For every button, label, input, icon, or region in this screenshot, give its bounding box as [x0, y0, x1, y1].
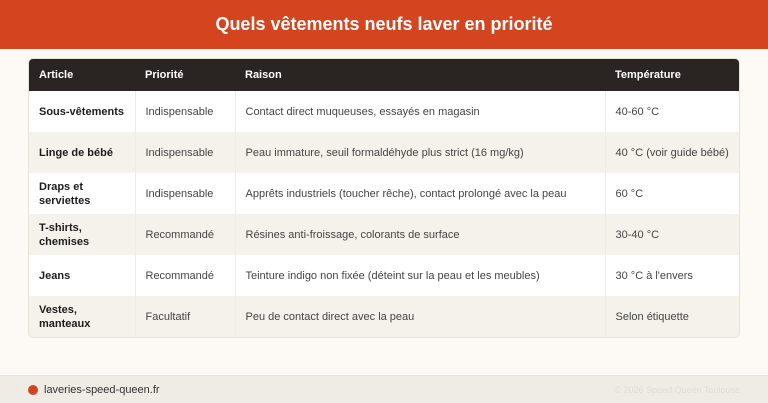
cell-temperature: 60 °C — [615, 187, 644, 200]
brand — [28, 384, 160, 396]
cell-temperature: 30-40 °C — [605, 214, 740, 255]
copyright-text: © 2026 Speed Queen Toulouse — [614, 384, 740, 395]
cell-priorite: Indispensable — [135, 173, 235, 214]
cell-article: Draps et serviettes — [29, 173, 135, 214]
cell-raison: Teinture indigo non fixée (déteint sur la peau et les meubles) — [235, 255, 605, 296]
table-row — [29, 296, 740, 337]
table-row — [29, 132, 740, 173]
cell-priorite: Indispensable — [135, 132, 235, 173]
cell-temperature: Selon étiquette — [605, 296, 740, 337]
page-title: Quels vêtements neufs laver en priorité — [215, 14, 553, 34]
table-row — [29, 214, 740, 255]
cell-raison: Apprêts industriels (toucher rêche), contact prolongé avec la peau — [235, 173, 605, 214]
cell-raison: Peu de contact direct avec la peau — [235, 296, 605, 337]
cell-priorite: Indispensable — [135, 91, 235, 132]
cell-article: Sous-vêtements — [29, 91, 135, 132]
column-header-priorite: Priorité — [135, 59, 235, 91]
cell-raison: Résines anti-froissage, colorants de surface — [235, 214, 605, 255]
cell-priorite: Facultatif — [135, 296, 235, 337]
cell-article: Jeans — [29, 255, 135, 296]
cell-temperature: 40-60 °C — [615, 105, 660, 118]
page-header — [0, 0, 768, 49]
cell-priorite: Recommandé — [135, 255, 235, 296]
cell-temperature: 30 °C à l'envers — [615, 269, 693, 282]
cell-article: Linge de bébé — [29, 132, 135, 173]
cell-article: Vestes, manteaux — [29, 296, 135, 337]
brand-dot-icon — [28, 385, 38, 395]
column-header-temperature: Température — [605, 59, 740, 91]
table-header-row — [29, 59, 740, 91]
cell-temperature: 40 °C (voir guide bébé) — [605, 132, 740, 173]
page-footer — [0, 375, 768, 403]
column-header-raison: Raison — [235, 59, 605, 91]
cell-article: T-shirts, chemises — [29, 214, 135, 255]
priority-table — [28, 58, 740, 338]
cell-priorite: Recommandé — [135, 214, 235, 255]
brand-link[interactable]: laveries-speed-queen.fr — [44, 383, 160, 396]
cell-raison: Contact direct muqueuses, essayés en magasin — [235, 91, 605, 132]
table-row — [29, 255, 740, 296]
cell-raison: Peau immature, seuil formaldéhyde plus strict (16 mg/kg) — [235, 132, 605, 173]
table-row — [29, 173, 740, 214]
table-row — [29, 91, 740, 132]
column-header-article: Article — [29, 59, 135, 91]
